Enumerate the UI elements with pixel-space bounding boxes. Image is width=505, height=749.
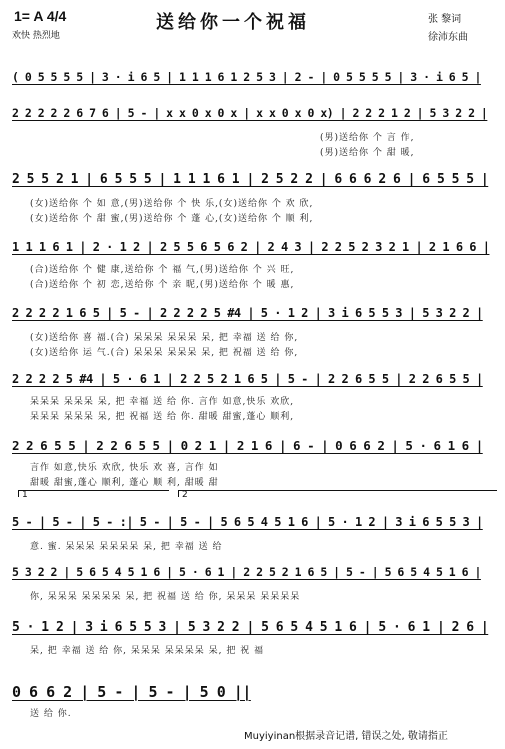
lyricist-credit: 张 黎词 <box>428 14 462 25</box>
lyric-line: 甜暖 甜蜜,蓬心 顺利, 蓬心 顺 利, 甜暖 甜 <box>30 478 219 488</box>
lyric-line: 呆呆呆 呆呆呆 呆, 把 幸福 送 给 你. 言作 如意,快乐 欢欣, <box>30 397 295 407</box>
lyric-line: 你, 呆呆呆 呆呆呆呆 呆, 把 祝福 送 给 你, 呆呆呆 呆呆呆呆 <box>30 592 301 602</box>
volta-second: 2 <box>178 490 497 497</box>
lyric-line: (男)送给你 个 甜 暖, <box>320 148 415 158</box>
lyric-line: (女)送给你 运 气.(合) 呆呆呆 呆呆呆 呆, 把 祝福 送 给 你, <box>30 348 299 358</box>
notation-line: 5 · 1 2 | 3 i 6 5 5 3 | 5 3 2 2 | 5 6 5 4 5 1 6 | 5 · 6 1 | 2 6 | <box>12 620 489 635</box>
notation-line: 5 - | 5 - | 5 - :| 5 - | 5 - | 5 6 5 4 5 1 6 | 5 · 1 2 | 3 i 6 5 5 3 | <box>12 515 483 529</box>
notation-line: 2 2 6 5 5 | 2 2 6 5 5 | 0 2 1 | 2 1 6 | 6 - | 0 6 6 2 | 5 · 6 1 6 | <box>12 438 483 453</box>
lyric-line: (男)送给你 个 言 作, <box>320 133 415 143</box>
notation-line: 1 1 1 6 1 | 2 · 1 2 | 2 5 5 6 5 6 2 | 2 4 3 | 2 2 5 2 3 2 1 | 2 1 6 6 | <box>12 240 490 254</box>
notation-line: 5 3 2 2 | 5 6 5 4 5 1 6 | 5 · 6 1 | 2 2 5 2 1 6 5 | 5 - | 5 6 5 4 5 1 6 | <box>12 565 481 579</box>
lyric-line: 意. 蜜. 呆呆呆 呆呆呆呆 呆, 把 幸福 送 给 <box>30 542 223 552</box>
notation-line: 2 5 5 2 1 | 6 5 5 5 | 1 1 1 6 1 | 2 5 2 2 | 6 6 6 2 6 | 6 5 5 5 | <box>12 172 489 187</box>
lyric-line: 呆呆呆 呆呆呆 呆, 把 祝福 送 给 你. 甜暖 甜蜜,蓬心 顺利, <box>30 412 295 422</box>
notation-line: 2 2 2 2 5 #4 | 5 · 6 1 | 2 2 5 2 1 6 5 | 5 - | 2 2 6 5 5 | 2 2 6 5 5 | <box>12 372 483 386</box>
notation-line: 2 2 2 2 1 6 5 | 5 - | 2 2 2 2 5 #4 | 5 · 1 2 | 3 i 6 5 5 3 | 5 3 2 2 | <box>12 306 483 320</box>
lyric-line: (合)送给你 个 健 康,送给你 个 福 气,(男)送给你 个 兴 旺, <box>30 265 295 275</box>
volta-first: 1 <box>18 490 169 497</box>
key-signature: 1= A 4/4 <box>14 8 67 24</box>
footer-note: Muyiyinan根据录音记谱, 错误之处, 敬请指正 <box>244 731 448 742</box>
notation-line: 0 6 6 2 | 5 - | 5 - | 5 0 || <box>12 683 251 701</box>
notation-line: 2 2 2 2 2 6 7 6 | 5 - | x x 0 x 0 x | x x 0 x 0 x) | 2 2 2 1 2 | 5 3 2 2 | <box>12 106 488 120</box>
song-title: 送给你一个祝福 <box>156 12 310 33</box>
lyric-line: (女)送给你 个 如 意,(男)送给你 个 快 乐,(女)送给你 个 欢 欣, <box>30 199 314 209</box>
tempo-marking: 欢快 热烈地 <box>12 31 60 41</box>
notation-line: ( 0 5 5 5 5 | 3 · i 6 5 | 1 1 1 6 1 2 5 3 | 2 - | 0 5 5 5 5 | 3 · i 6 5 | <box>12 70 481 84</box>
lyric-line: 送 给 你. <box>30 709 72 719</box>
lyric-line: 呆, 把 幸福 送 给 你, 呆呆呆 呆呆呆呆 呆, 把 祝 福 <box>30 646 265 656</box>
lyric-line: (女)送给你 个 甜 蜜,(男)送给你 个 蓬 心,(女)送给你 个 顺 利, <box>30 214 314 224</box>
lyric-line: 言作 如意,快乐 欢欣, 快乐 欢 喜, 言作 如 <box>30 463 219 473</box>
lyric-line: (合)送给你 个 初 恋,送给你 个 亲 昵,(男)送给你 个 暖 惠, <box>30 280 295 290</box>
lyric-line: (女)送给你 喜 福.(合) 呆呆呆 呆呆呆 呆, 把 幸福 送 给 你, <box>30 333 299 343</box>
composer-credit: 徐沛东曲 <box>428 32 468 43</box>
